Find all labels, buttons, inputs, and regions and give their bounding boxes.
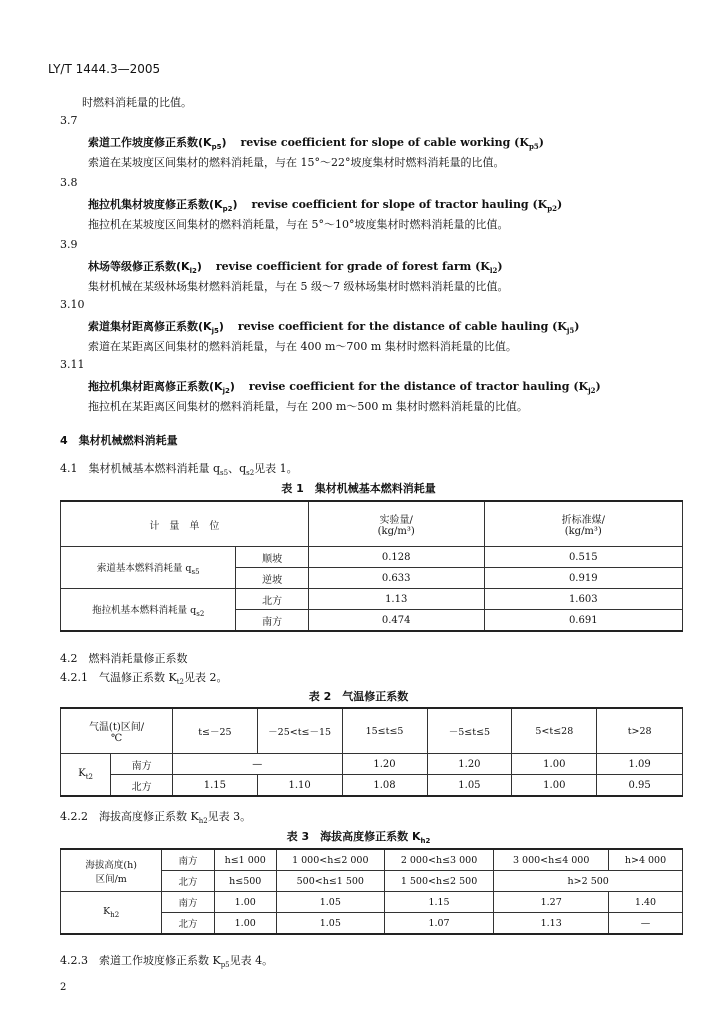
definition-text: 拖拉机在某坡度区间集材的燃料消耗量，与在 5°～10°坡度集材时燃料消耗量的比值。 xyxy=(88,218,509,231)
table2-value: 1.20 xyxy=(427,754,512,775)
term-cn-close: ) xyxy=(218,320,224,333)
table2-value: 1.20 xyxy=(342,754,427,775)
term-cn-sub: j5 xyxy=(211,327,219,336)
table3-south-col: 1 000<h≤2 000 xyxy=(276,849,384,871)
table2-col: t≤－25 xyxy=(173,708,258,754)
term-cn: 林场等级修正系数(K xyxy=(88,260,190,273)
term-en-sub: l2 xyxy=(489,266,498,276)
table2-region: 北方 xyxy=(111,775,173,797)
p41-end: 见表 1。 xyxy=(254,462,298,475)
term-en-sub: j5 xyxy=(566,326,575,336)
table3-caption-text: 表 3 海拔高度修正系数 K xyxy=(286,830,421,843)
table3-south: 南方 xyxy=(162,849,214,871)
table2-value: 1.15 xyxy=(173,775,258,797)
term-en-sub: p2 xyxy=(547,204,557,214)
term-line xyxy=(88,318,580,335)
term-cn: 索道集材距离修正系数(K xyxy=(88,320,212,333)
term-en: revise coefficient for the distance of tractor hauling (K xyxy=(248,380,589,393)
table2-value: 1.08 xyxy=(342,775,427,797)
table1-group2-sub: s2 xyxy=(196,609,205,618)
table2-value: 1.00 xyxy=(512,754,597,775)
term-line xyxy=(88,196,562,213)
table1-col2: 折标准煤/ xyxy=(561,515,605,526)
table3-row-label: K xyxy=(103,906,111,918)
section-number: 3.7 xyxy=(60,114,78,127)
term-cn: 拖拉机集材坡度修正系数(K xyxy=(88,198,223,211)
term-en: revise coefficient for slope of cable working (K xyxy=(240,136,529,149)
term-cn-sub: l2 xyxy=(189,267,197,276)
table2-row-label-sub: t2 xyxy=(85,773,93,781)
term-line xyxy=(88,134,544,151)
standard-code: LY/T 1444.3—2005 xyxy=(48,62,161,76)
table1 xyxy=(60,500,683,632)
paragraph-4-1 xyxy=(60,460,298,477)
term-en-close: ) xyxy=(557,198,563,211)
table2-col: t>28 xyxy=(597,708,683,754)
term-cn-close: ) xyxy=(221,136,227,149)
table1-sub: 逆坡 xyxy=(236,568,308,589)
table2-value: 1.10 xyxy=(257,775,342,797)
table3-value: 1.00 xyxy=(214,892,276,913)
term-cn-sub: p2 xyxy=(222,205,233,214)
table1-value: 0.919 xyxy=(484,568,682,589)
table3-value: 1.15 xyxy=(384,892,494,913)
table3-north-col: h≤500 xyxy=(214,871,276,892)
table1-value: 1.603 xyxy=(484,589,682,610)
chapter-4-title: 4 集材机械燃料消耗量 xyxy=(60,434,178,447)
term-en: revise coefficient for slope of tractor hauling (K xyxy=(251,198,548,211)
table1-value: 0.474 xyxy=(308,610,484,632)
term-en-close: ) xyxy=(538,136,544,149)
table2-value: 1.00 xyxy=(512,775,597,797)
table1-col1: 实验量/ xyxy=(379,515,413,526)
table2-caption: 表 2 气温修正系数 xyxy=(308,690,409,703)
table1-group1-sub: s5 xyxy=(191,567,200,576)
table2-col: 5<t≤28 xyxy=(512,708,597,754)
table3-header-label: 海拔高度(h) xyxy=(85,859,137,871)
paragraph-4-2-2 xyxy=(60,808,251,825)
table3-caption-sub: h2 xyxy=(420,837,431,846)
term-en: revise coefficient for grade of forest farm (K xyxy=(215,260,490,273)
table1-group1: 索道基本燃料消耗量 q xyxy=(96,562,192,574)
paragraph-4-2: 4.2 燃料消耗量修正系数 xyxy=(60,652,188,665)
table-row xyxy=(61,775,683,797)
table3-north-col: h>2 500 xyxy=(494,871,683,892)
definition-text: 拖拉机在某距离区间集材的燃料消耗量，与在 200 m～500 m 集材时燃料消耗量的比值。 xyxy=(88,400,528,413)
table2-header-label: 气温(t)区间/ xyxy=(88,722,145,733)
p41-sub2: s2 xyxy=(246,469,255,478)
table1-value: 0.691 xyxy=(484,610,682,632)
table3-row-label-sub: h2 xyxy=(110,910,120,919)
table2-col: －25<t≤－15 xyxy=(257,708,342,754)
table2-value: — xyxy=(173,754,342,775)
table2 xyxy=(60,707,683,797)
table3-value: — xyxy=(609,913,683,935)
table3 xyxy=(60,848,683,935)
term-line xyxy=(88,258,503,275)
section-number: 3.11 xyxy=(60,358,85,371)
term-cn: 拖拉机集材距离修正系数(K xyxy=(88,380,223,393)
term-cn-close: ) xyxy=(232,198,238,211)
table1-value: 1.13 xyxy=(308,589,484,610)
table3-south-col: 3 000<h≤4 000 xyxy=(494,849,609,871)
table1-group2: 拖拉机基本燃料消耗量 q xyxy=(92,604,197,616)
definition-text: 集材机械在某级林场集材燃料消耗量，与在 5 级～7 级林场集材时燃料消耗量的比值。 xyxy=(88,280,509,293)
term-cn-sub: p5 xyxy=(211,143,222,152)
table1-value: 0.633 xyxy=(308,568,484,589)
paragraph-4-2-1 xyxy=(60,669,227,686)
table1-caption: 表 1 集材机械基本燃料消耗量 xyxy=(281,482,436,495)
page-number: 2 xyxy=(60,982,67,993)
table3-value: 1.05 xyxy=(276,892,384,913)
p41-text: 4.1 集材机械基本燃料消耗量 q xyxy=(60,462,221,475)
table3-north-col: 500<h≤1 500 xyxy=(276,871,384,892)
table2-region: 南方 xyxy=(111,754,173,775)
table2-value: 1.05 xyxy=(427,775,512,797)
table3-south-label: 南方 xyxy=(162,892,214,913)
table3-header-label2: 区间/m xyxy=(95,873,127,885)
table2-value: 0.95 xyxy=(597,775,683,797)
table1-value: 0.128 xyxy=(308,547,484,568)
table1-value: 0.515 xyxy=(484,547,682,568)
table3-value: 1.00 xyxy=(214,913,276,935)
p41-sub1: s5 xyxy=(220,469,229,478)
term-cn-close: ) xyxy=(229,380,235,393)
table-row xyxy=(61,547,683,568)
p421-text: 4.2.1 气温修正系数 K xyxy=(60,671,177,684)
term-cn-close: ) xyxy=(196,260,202,273)
p423-sub: p5 xyxy=(220,961,230,970)
table1-col1-unit: (kg/m³) xyxy=(377,526,415,537)
table3-south-col: 2 000<h≤3 000 xyxy=(384,849,494,871)
p421-end: 见表 2。 xyxy=(183,671,228,684)
table3-north-col: 1 500<h≤2 500 xyxy=(384,871,494,892)
table3-value: 1.40 xyxy=(609,892,683,913)
continued-line: 时燃料消耗量的比值。 xyxy=(82,96,192,109)
table-row xyxy=(61,892,683,913)
term-en-close: ) xyxy=(574,320,580,333)
term-en-close: ) xyxy=(595,380,601,393)
table3-value: 1.05 xyxy=(276,913,384,935)
table1-sub: 北方 xyxy=(236,589,308,610)
term-cn-sub: j2 xyxy=(222,387,230,396)
term-cn: 索道工作坡度修正系数(K xyxy=(88,136,212,149)
section-number: 3.10 xyxy=(60,298,85,311)
table1-header-unit: 计 量 单 位 xyxy=(149,520,220,532)
table2-col: －5≤t≤5 xyxy=(427,708,512,754)
table-row xyxy=(61,754,683,775)
term-en-sub: p5 xyxy=(528,142,539,152)
table3-north: 北方 xyxy=(162,871,214,892)
table3-south-col: h>4 000 xyxy=(609,849,683,871)
table2-row-label: K xyxy=(78,768,86,779)
p423-text: 4.2.3 索道工作坡度修正系数 K xyxy=(60,954,221,967)
table2-col: 15≤t≤5 xyxy=(342,708,427,754)
p422-end: 见表 3。 xyxy=(207,810,252,823)
p421-sub: t2 xyxy=(176,678,184,687)
table3-south-col: h≤1 000 xyxy=(214,849,276,871)
table3-value: 1.07 xyxy=(384,913,494,935)
p423-end: 见表 4。 xyxy=(229,954,274,967)
p41-mid: 、q xyxy=(228,462,247,475)
definition-text: 索道在某距离区间集材的燃料消耗量，与在 400 m～700 m 集材时燃料消耗量的比值。 xyxy=(88,340,517,353)
p422-text: 4.2.2 海拔高度修正系数 K xyxy=(60,810,199,823)
table2-value: 1.09 xyxy=(597,754,683,775)
table3-value: 1.13 xyxy=(494,913,609,935)
table-row xyxy=(61,589,683,610)
table3-north-label: 北方 xyxy=(162,913,214,935)
term-en: revise coefficient for the distance of cable hauling (K xyxy=(237,320,567,333)
table3-value: 1.27 xyxy=(494,892,609,913)
definition-text: 索道在某坡度区间集材的燃料消耗量，与在 15°～22°坡度集材时燃料消耗量的比值。 xyxy=(88,156,505,169)
table1-col2-unit: (kg/m³) xyxy=(564,526,602,537)
table3-caption xyxy=(0,828,717,845)
table2-header-unit: ℃ xyxy=(110,733,123,744)
p422-sub: h2 xyxy=(198,817,208,826)
table1-sub: 南方 xyxy=(236,610,308,632)
section-number: 3.8 xyxy=(60,176,78,189)
section-number: 3.9 xyxy=(60,238,78,251)
term-en-sub: j2 xyxy=(588,386,596,396)
term-line xyxy=(88,378,601,395)
term-en-close: ) xyxy=(497,260,503,273)
paragraph-4-2-3 xyxy=(60,952,273,969)
table1-sub: 顺坡 xyxy=(236,547,308,568)
